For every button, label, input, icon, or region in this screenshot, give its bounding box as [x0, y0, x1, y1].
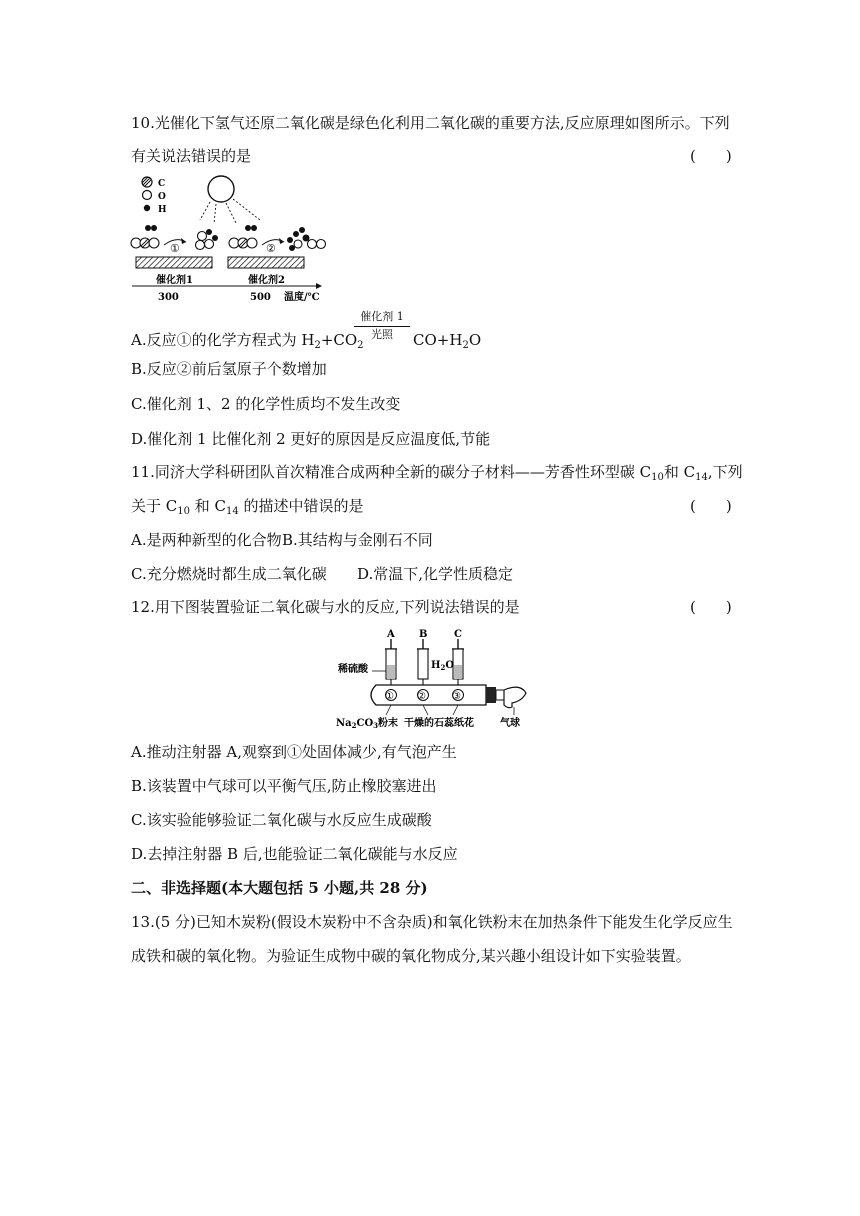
q10-photocatalysis-figure: [130, 172, 330, 304]
q11-option-a: A.是两种新型的化合物: [131, 531, 282, 549]
catalyst1-label: 催化剂1: [156, 275, 193, 286]
legend-c-label: C: [158, 179, 166, 189]
q11-option-b: B.其结构与金刚石不同: [282, 531, 433, 549]
catalyst2-label: 催化剂2: [248, 275, 285, 286]
q13-stem-line2: 成铁和碳的氧化物。为验证生成物中碳的氧化物成分,某兴趣小组设计如下实验装置。: [131, 947, 691, 965]
legend-hydrogen: [144, 205, 150, 211]
q10-stem-line1: 10.光催化下氢气还原二氧化碳是绿色化利用二氧化碳的重要方法,反应原理如图所示。下列: [131, 114, 730, 132]
temp-300: 300: [158, 292, 179, 303]
q10-option-a: A.反应①的化学方程式为 $H_2+CO_2$: [131, 331, 364, 351]
q12-option-b: B.该装置中气球可以平衡气压,防止橡胶塞进出: [131, 777, 437, 795]
catalyst2-bar: [228, 257, 304, 268]
syringe-b-label: B: [419, 629, 428, 640]
sodium-carbonate-label: $Na_2CO_3$粉末: [336, 718, 399, 730]
water-label: $H_2O$: [431, 660, 455, 672]
position-3: ③: [452, 691, 461, 702]
q13-stem-line1: 13.(5 分)已知木炭粉(假设木炭粉中不含杂质)和氧化铁粉末在加热条件下能发生化学反应生: [131, 913, 733, 931]
position-2: ②: [417, 691, 426, 702]
q10-stem-line2: 有关说法错误的是: [131, 147, 252, 165]
condition-catalyst: 催化剂 1: [360, 310, 404, 323]
section-2-title: 二、非选择题(本大题包括 5 小题,共 28 分): [131, 879, 428, 897]
q12-stem: 12.用下图装置验证二氧化碳与水的反应,下列说法错误的是: [131, 598, 520, 616]
q12-option-c: C.该实验能够验证二氧化碳与水反应生成碳酸: [131, 811, 432, 829]
legend-o-label: O: [158, 192, 166, 202]
sun-icon: [208, 176, 234, 202]
syringe-a-label: A: [387, 629, 395, 640]
step2-label: ②: [266, 242, 276, 255]
balloon-icon: [504, 687, 526, 708]
reaction-condition: [354, 310, 410, 342]
dilute-sulfuric-acid-label: 稀硫酸: [338, 664, 368, 675]
syringe-c-label: C: [454, 629, 462, 640]
condition-light: 光照: [371, 328, 393, 341]
temp-500: 500: [250, 292, 271, 303]
q11-answer-paren: ( ): [690, 497, 732, 515]
q11-option-d: D.常温下,化学性质稳定: [357, 565, 514, 583]
temperature-axis-label: 温度/℃: [284, 292, 320, 303]
q10-option-c: C.催化剂 1、2 的化学性质均不发生改变: [131, 395, 401, 413]
q12-option-a: A.推动注射器 A,观察到①处固体减少,有气泡产生: [131, 743, 457, 761]
q10-option-d: D.催化剂 1 比催化剂 2 更好的原因是反应温度低,节能: [131, 430, 491, 448]
legend-h-label: H: [158, 205, 167, 215]
legend-carbon: [142, 177, 152, 187]
legend-oxygen: [143, 191, 152, 200]
q11-option-c: C.充分燃烧时都生成二氧化碳: [131, 565, 327, 583]
q10-answer-paren: ( ): [690, 147, 732, 165]
q12-answer-paren: ( ): [690, 598, 732, 616]
position-1: ①: [385, 691, 394, 702]
q10-option-a-products: $CO+H_2O$: [413, 331, 482, 351]
q12-apparatus-figure: [336, 627, 532, 731]
balloon-label: 气球: [500, 718, 520, 729]
q10-option-b: B.反应②前后氢原子个数增加: [131, 360, 327, 378]
syringe-b: [417, 639, 429, 689]
q11-stem-line2: 关于 $C_{10}$ 和 $C_{14}$ 的描述中错误的是: [131, 497, 364, 517]
co2-molecule-1: [131, 238, 159, 248]
q11-stem-line1: 11.同济大学科研团队首次精准合成两种全新的碳分子材料——芳香性环型碳 $C_{10}$和 $C_{14}$,下列: [131, 463, 743, 483]
rubber-stopper: [486, 687, 496, 703]
step1-label: ①: [170, 242, 180, 255]
syringe-a: [385, 639, 397, 689]
q12-option-d: D.去掉注射器 B 后,也能验证二氧化碳能与水反应: [131, 845, 458, 863]
catalyst1-bar: [136, 257, 212, 268]
litmus-paper-label: 干燥的石蕊纸花: [404, 718, 474, 729]
